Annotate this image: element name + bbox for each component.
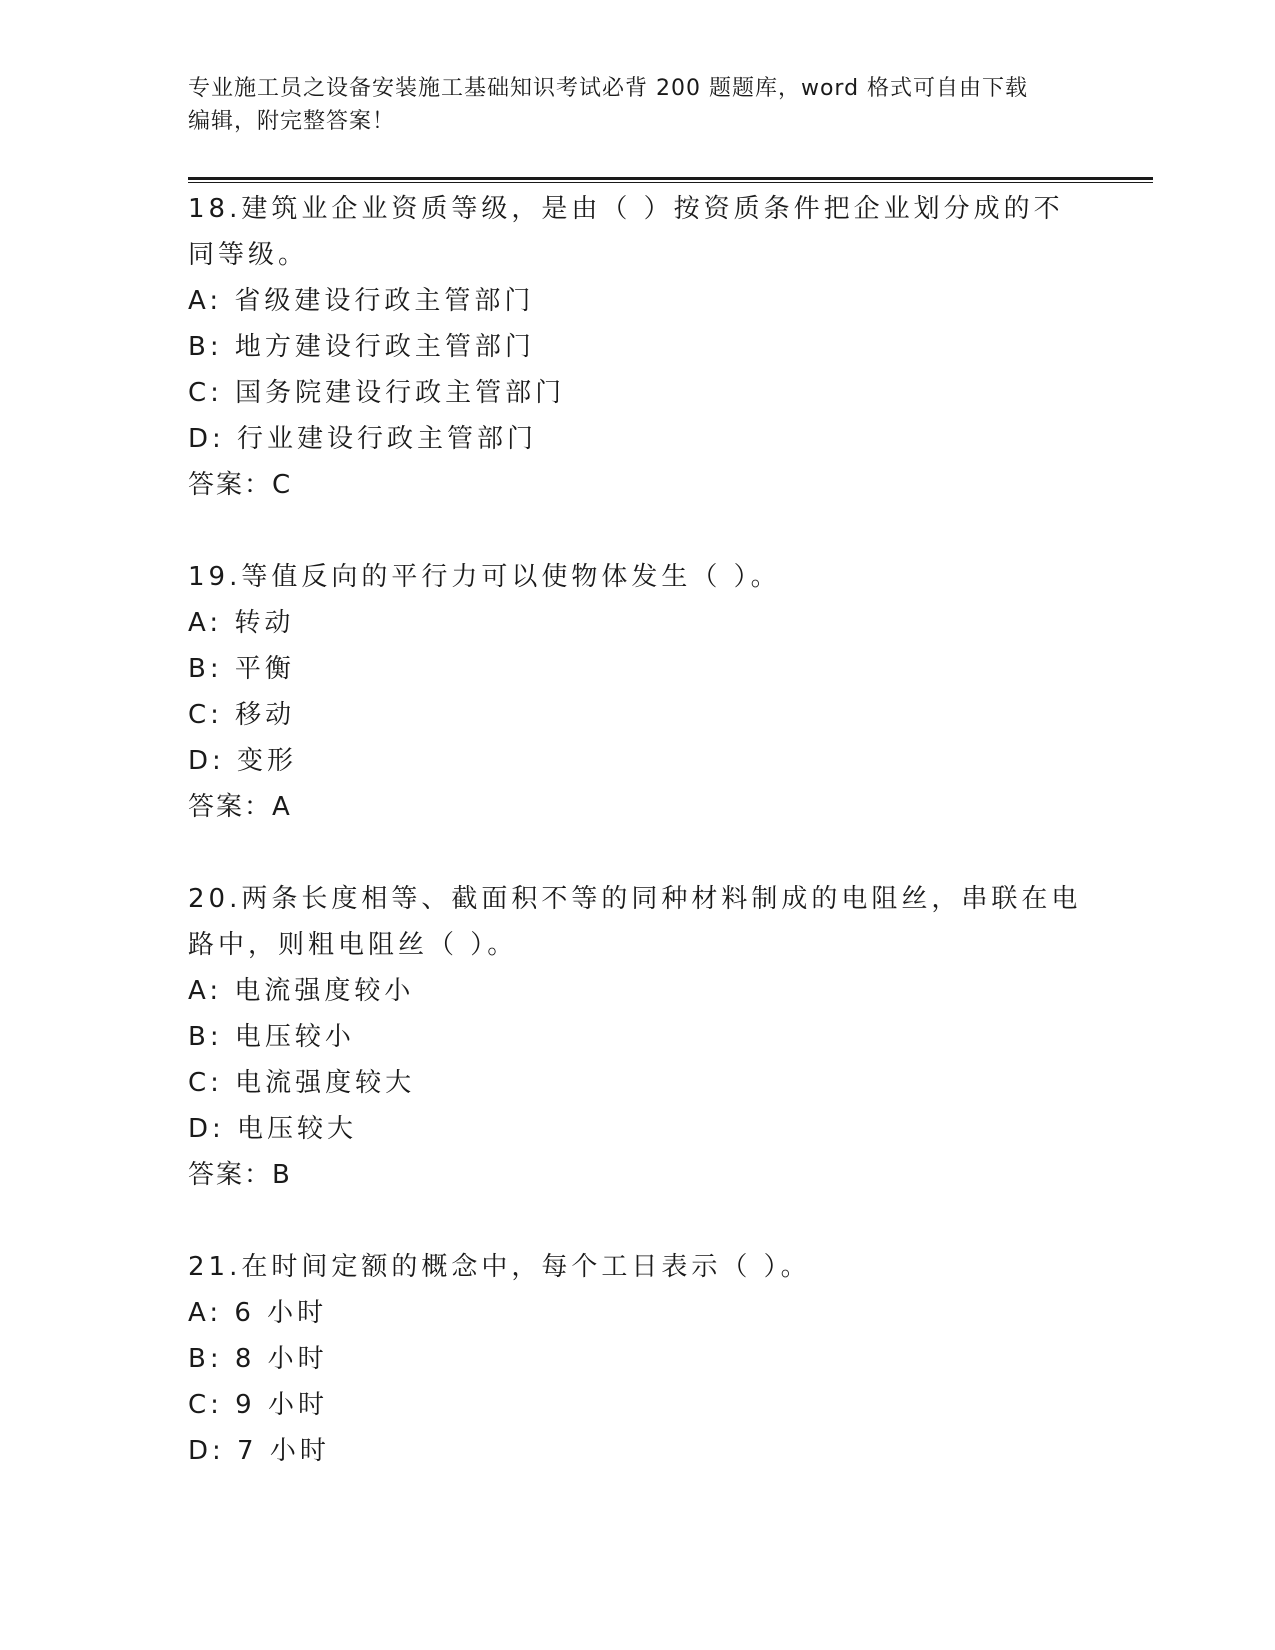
option-c: C: 国务院建设行政主管部门 (188, 378, 566, 408)
question-text: 20.两条长度相等、截面积不等的同种材料制成的电阻丝，串联在电路中，则粗电阻丝（ ）。 (188, 884, 1082, 960)
header-divider-thick (188, 177, 1153, 180)
option-d: D: 变形 (188, 746, 298, 776)
option-b: B: 电压较小 (188, 1022, 355, 1052)
option-a: A: 转动 (188, 608, 295, 638)
question-spacer (188, 508, 1088, 554)
option-b: B: 地方建设行政主管部门 (188, 332, 535, 362)
option-a: A: 6 小时 (188, 1298, 328, 1328)
option-a: A: 电流强度较小 (188, 976, 415, 1006)
answer: 答案：C (188, 470, 293, 500)
question-20 (188, 876, 1088, 1244)
question-list (188, 186, 1088, 1474)
option-d: D: 行业建设行政主管部门 (188, 424, 538, 454)
option-c: C: 电流强度较大 (188, 1068, 416, 1098)
question-text: 21.在时间定额的概念中，每个工日表示（ ）。 (188, 1252, 811, 1282)
option-c: C: 移动 (188, 700, 296, 730)
option-b: B: 平衡 (188, 654, 295, 684)
header-title-line1: 专业施工员之设备安装施工基础知识考试必背 200 题题库，word 格式可自由下载 (188, 76, 1029, 101)
option-d: D: 电压较大 (188, 1114, 358, 1144)
question-spacer (188, 830, 1088, 876)
option-c: C: 9 小时 (188, 1390, 328, 1420)
header-title-line2: 编辑，附完整答案！ (188, 109, 396, 134)
question-text: 18.建筑业企业资质等级，是由（ ）按资质条件把企业划分成的不同等级。 (188, 194, 1064, 270)
answer: 答案：A (188, 792, 292, 822)
answer: 答案：B (188, 1160, 292, 1190)
question-21 (188, 1244, 1088, 1474)
document-header (188, 72, 1088, 138)
question-text: 19.等值反向的平行力可以使物体发生（ ）。 (188, 562, 781, 592)
option-b: B: 8 小时 (188, 1344, 328, 1374)
question-19 (188, 554, 1088, 876)
header-divider-thin (188, 182, 1153, 183)
question-18 (188, 186, 1088, 554)
option-d: D: 7 小时 (188, 1436, 330, 1466)
option-a: A: 省级建设行政主管部门 (188, 286, 535, 316)
question-spacer (188, 1198, 1088, 1244)
